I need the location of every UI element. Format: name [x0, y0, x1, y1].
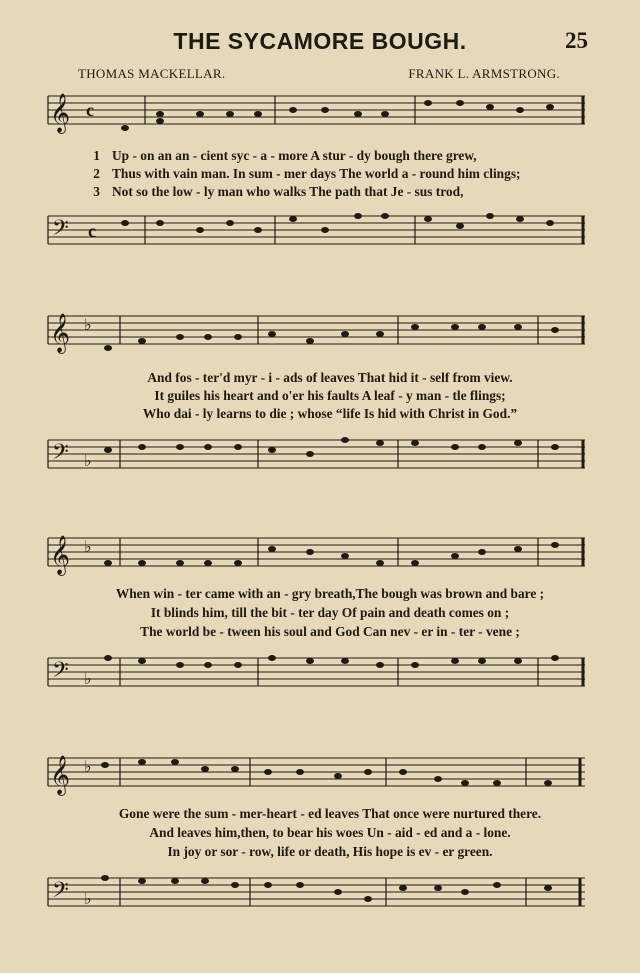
- verse-line-1: When win - ter came with an - gry breath,The bough was brown and bare ;: [115, 586, 545, 601]
- bass-staff: [0, 430, 640, 490]
- svg-text:𝄢: 𝄢: [52, 658, 69, 688]
- verse-line-1: And fos - ter'd myr - i - ads of leaves That hid it - self from view.: [147, 370, 513, 385]
- bass-staff: [0, 868, 640, 928]
- svg-text:𝄞: 𝄞: [50, 535, 71, 575]
- svg-text:𝄞: 𝄞: [50, 313, 71, 353]
- svg-text:𝄢: 𝄢: [52, 440, 69, 470]
- lyric-text: Up - on an an - cient syc - a - more A stur - dy bough there grew,: [112, 148, 477, 163]
- verse-line-2: It guiles his heart and o'er his faults A leaf - y man - tle flings;: [154, 388, 506, 403]
- treble-staff: [0, 308, 640, 368]
- bass-staff: [0, 648, 640, 708]
- lyric-text: Not so the low - ly man who walks The path that Je - sus trod,: [112, 184, 464, 199]
- verse-line-3: The world be - tween his soul and God Can nev - er in - ter - vene ;: [140, 624, 520, 639]
- svg-text:𝄢: 𝄢: [52, 878, 69, 908]
- composer-credit: FRANK L. ARMSTRONG.: [408, 66, 560, 81]
- svg-text:♭: ♭: [84, 317, 92, 334]
- verse-line-2: It blinds him, till the bit - ter day Of pain and death comes on ;: [150, 605, 510, 620]
- page-number: 25: [565, 28, 588, 53]
- verse-line-1: [76, 148, 586, 164]
- treble-staff: [0, 530, 640, 590]
- verse-line-3: [76, 184, 586, 200]
- music-system-4: [0, 750, 640, 920]
- treble-staff: [0, 88, 640, 148]
- svg-text:𝄞: 𝄞: [50, 755, 71, 795]
- verse-number: 1: [93, 148, 100, 163]
- svg-text:♭: ♭: [84, 539, 92, 556]
- lyricist-credit: THOMAS MACKELLAR.: [78, 66, 226, 81]
- lyric-text: Thus with vain man. In sum - mer days The world a - round him clings;: [112, 166, 521, 181]
- svg-text:𝄢: 𝄢: [52, 216, 69, 246]
- svg-text:c: c: [88, 221, 96, 241]
- verse-line-1: Gone were the sum - mer-heart - ed leaves That once were nurtured there.: [118, 806, 542, 821]
- music-system-1: [0, 88, 640, 258]
- svg-text:c: c: [86, 100, 94, 120]
- verse-number: 3: [93, 184, 100, 199]
- verse-number: 2: [93, 166, 100, 181]
- svg-text:♭: ♭: [84, 891, 92, 908]
- treble-staff: [0, 750, 640, 810]
- svg-text:♭: ♭: [84, 453, 92, 470]
- svg-text:𝄞: 𝄞: [50, 93, 71, 133]
- hymn-title: THE SYCAMORE BOUGH.: [173, 28, 467, 54]
- music-system-2: [0, 308, 640, 478]
- verse-line-3: In joy or sor - row, life or death, His hope is ev - er green.: [167, 844, 493, 859]
- svg-text:♭: ♭: [84, 671, 92, 688]
- music-system-3: [0, 530, 640, 700]
- bass-staff: [0, 206, 640, 266]
- verse-line-2: [76, 166, 586, 182]
- svg-text:♭: ♭: [84, 759, 92, 776]
- verse-line-2: And leaves him,then, to bear his woes Un - aid - ed and a - lone.: [149, 825, 511, 840]
- verse-line-3: Who dai - ly learns to die ; whose “life Is hid with Christ in God.”: [142, 406, 518, 421]
